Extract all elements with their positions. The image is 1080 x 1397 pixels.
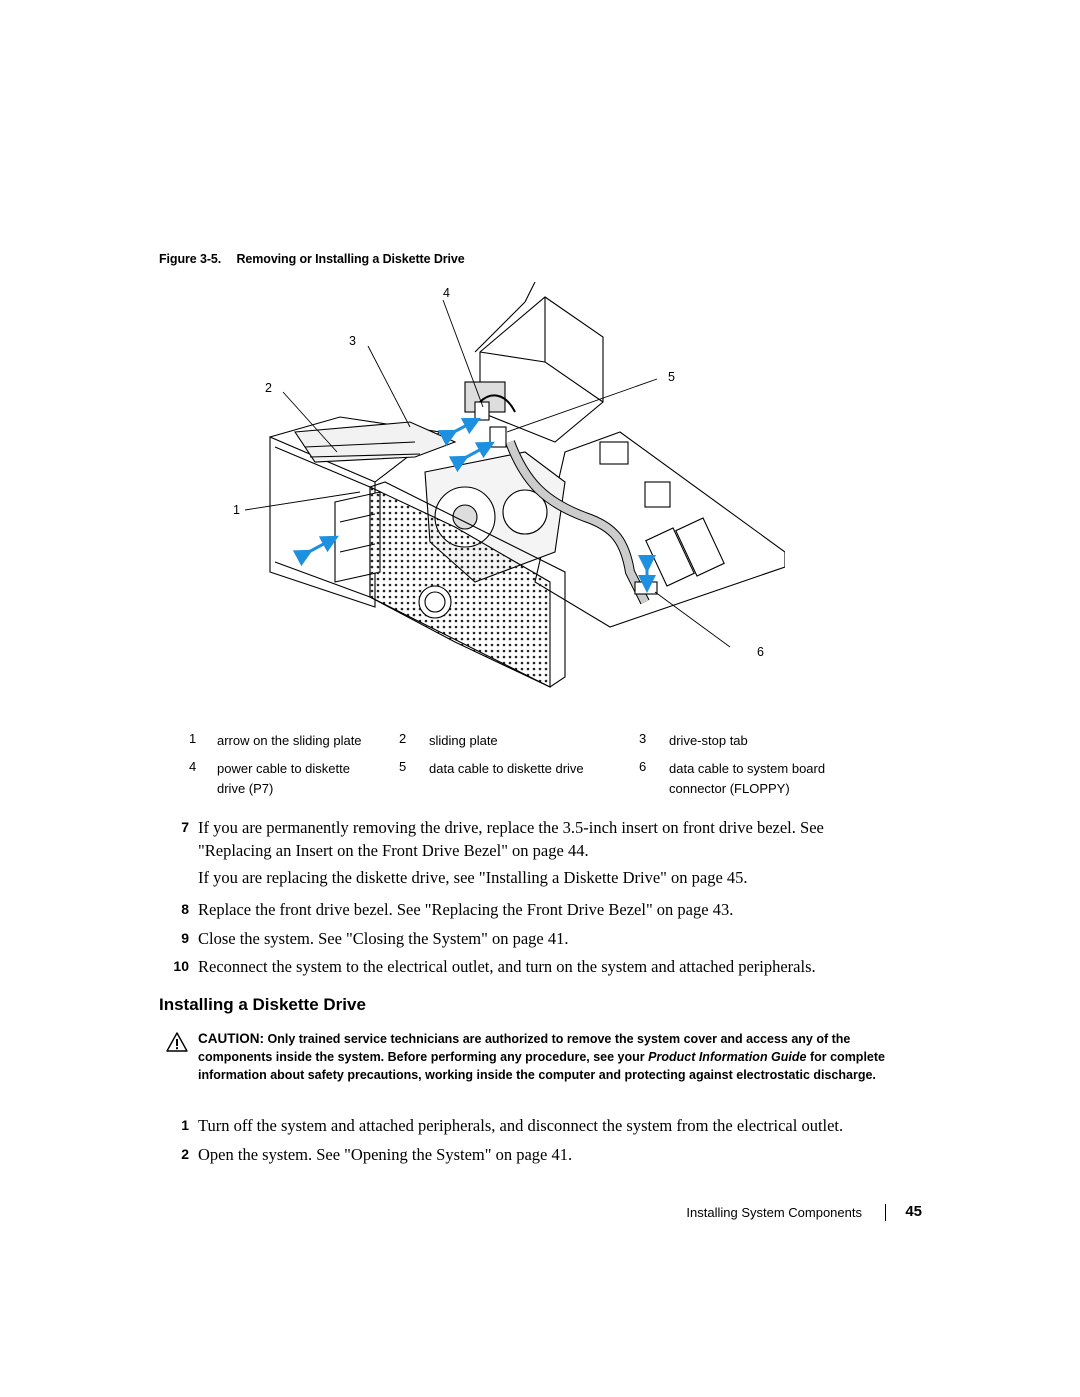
legend-text: power cable to diskette drive (P7)	[217, 761, 350, 796]
legend-row	[159, 731, 899, 751]
step-text: If you are permanently removing the drive, replace the 3.5-inch insert on front drive bezel. See "Replacing an Insert on the Front Drive Bezel" on page 44.	[198, 818, 824, 860]
figure-caption	[159, 252, 465, 266]
callout-4: 4	[443, 286, 450, 300]
caution-body: Only trained service technicians are authorized to remove the system cover and access any of the components inside the system. Before performing any procedure, see your	[198, 1032, 851, 1064]
legend-row	[159, 759, 899, 799]
legend-item	[399, 759, 639, 799]
step-number: 8	[181, 901, 189, 917]
section-heading: Installing a Diskette Drive	[159, 995, 366, 1014]
legend-number: 3	[639, 731, 647, 746]
diskette-drive-illustration	[225, 282, 785, 712]
legend-number: 1	[189, 731, 197, 746]
step-7-note	[159, 866, 899, 889]
callout-1: 1	[233, 503, 240, 517]
callout-2: 2	[265, 381, 272, 395]
legend-text: sliding plate	[429, 733, 498, 748]
legend-text: data cable to system board connector (FLOPPY)	[669, 761, 826, 796]
caution-notice	[159, 1030, 919, 1084]
figure-title: Removing or Installing a Diskette Drive	[236, 252, 465, 266]
computer-chassis-drawing	[225, 282, 785, 712]
figure-label: Figure 3-5.	[159, 252, 222, 266]
legend-text: arrow on the sliding plate	[217, 733, 362, 748]
callout-5: 5	[668, 370, 675, 384]
legend-number: 5	[399, 759, 407, 774]
legend-item	[159, 731, 399, 751]
legend-item	[639, 731, 869, 751]
step-text: Turn off the system and attached peripherals, and disconnect the system from the electrical outlet.	[198, 1116, 844, 1135]
step-text: Reconnect the system to the electrical outlet, and turn on the system and attached peripherals.	[198, 957, 816, 976]
legend-item	[639, 759, 869, 799]
step-number: 10	[173, 958, 189, 974]
caution-icon	[166, 1032, 188, 1052]
install-step-1	[159, 1114, 899, 1137]
step-9	[159, 927, 899, 950]
step-number: 9	[181, 930, 189, 946]
caution-text	[198, 1030, 919, 1084]
caution-label: CAUTION:	[198, 1031, 264, 1046]
legend-number: 4	[189, 759, 197, 774]
step-text: Close the system. See "Closing the System" on page 41.	[198, 929, 569, 948]
step-text: If you are replacing the diskette drive, see "Installing a Diskette Drive" on page 45.	[198, 868, 748, 887]
legend-number: 6	[639, 759, 647, 774]
step-number: 2	[181, 1146, 189, 1162]
footer-divider	[885, 1204, 886, 1221]
install-step-2	[159, 1143, 899, 1166]
step-number: 1	[181, 1117, 189, 1133]
step-text: Replace the front drive bezel. See "Replacing the Front Drive Bezel" on page 43.	[198, 900, 734, 919]
guide-title: Product Information Guide	[648, 1050, 807, 1064]
legend-number: 2	[399, 731, 407, 746]
legend-text: drive-stop tab	[669, 733, 748, 748]
step-8	[159, 898, 899, 921]
step-text: Open the system. See "Opening the System" on page 41.	[198, 1145, 573, 1164]
legend-item	[399, 731, 639, 751]
callout-6: 6	[757, 645, 764, 659]
page-number: 45	[905, 1203, 922, 1220]
callout-3: 3	[349, 334, 356, 348]
footer-section-title: Installing System Components	[686, 1205, 862, 1220]
step-7	[159, 816, 899, 862]
caution-body-end: for complete information about safety precautions, working inside the computer and protecting against electrostatic discharge.	[198, 1050, 885, 1082]
legend-item	[159, 759, 399, 799]
figure-legend	[159, 731, 899, 799]
step-number: 7	[181, 819, 189, 835]
legend-text: data cable to diskette drive	[429, 761, 584, 776]
step-10	[159, 955, 899, 978]
